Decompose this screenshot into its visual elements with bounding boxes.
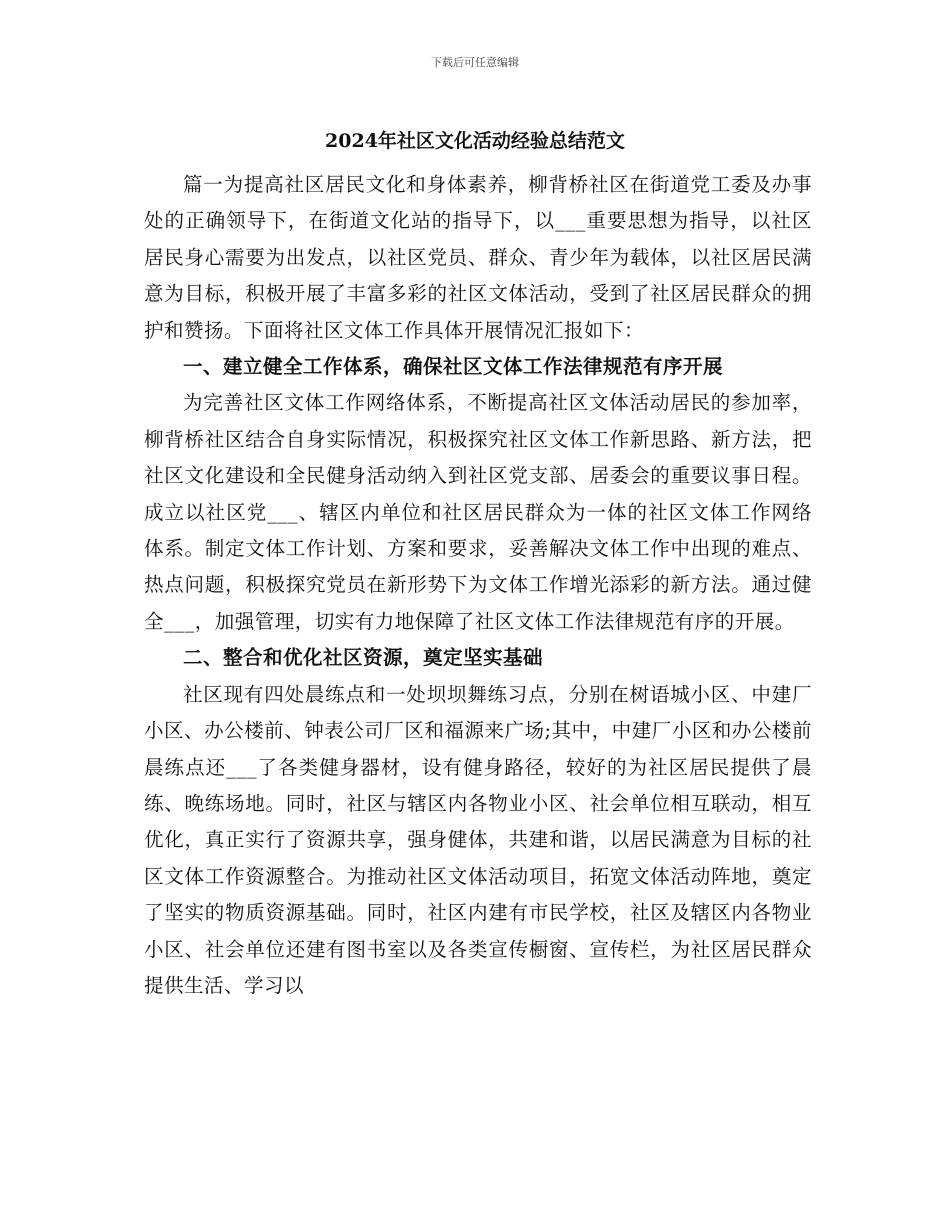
- section-heading-1: 一、建立健全工作体系，确保社区文体工作法律规范有序开展: [183, 355, 724, 379]
- section-2-paragraph: 社区现有四处晨练点和一处坝坝舞练习点，分别在树语城小区、中建厂小区、办公楼前、钟表公司厂区和福源来广场;其中，中建厂小区和办公楼前晨练点还___了各类健身器材，设有健身路径，较好的为社区居民提供了晨练、晚练场地。同时，社区与辖区内各物业小区、社会单位相互联动，相互优化，真正实行了资源共享，强身健体，共建和谐，以居民满意为目标的社区文体工作资源整合。为推动社区文体活动项目，拓宽文体活动阵地，奠定了坚实的物质资源基础。同时，社区内建有市民学校，社区及辖区内各物业小区、社会单位还建有图书室以及各类宣传橱窗、宣传栏，为社区居民群众提供生活、学习以: [144, 682, 812, 997]
- intro-paragraph: 篇一为提高社区居民文化和身体素养，柳背桥社区在街道党工委及办事处的正确领导下，在街道文化站的指导下，以___重要思想为指导，以社区居民身心需要为出发点，以社区党员、群众、青少年为载体，以社区居民满意为目标，积极开展了丰富多彩的社区文体活动，受到了社区居民群众的拥护和赞扬。下面将社区文体工作具体开展情况汇报如下：: [144, 173, 812, 342]
- document-title: 2024年社区文化活动经验总结范文: [325, 130, 625, 152]
- page-header-note: 下载后可任意编辑: [431, 56, 519, 69]
- section-1-paragraph: 为完善社区文体工作网络体系，不断提高社区文体活动居民的参加率，柳背桥社区结合自身实际情况，积极探究社区文体工作新思路、新方法，把社区文化建设和全民健身活动纳入到社区党支部、居委会的重要议事日程。成立以社区党___、辖区内单位和社区居民群众为一体的社区文体工作网络体系。制定文体工作计划、方案和要求，妥善解决文体工作中出现的难点、热点问题，积极探究党员在新形势下为文体工作增光添彩的新方法。通过健全___，加强管理，切实有力地保障了社区文体工作法律规范有序的开展。: [144, 391, 812, 633]
- document-body: [144, 167, 812, 1004]
- section-heading-2: 二、整合和优化社区资源，奠定坚实基础: [183, 646, 544, 670]
